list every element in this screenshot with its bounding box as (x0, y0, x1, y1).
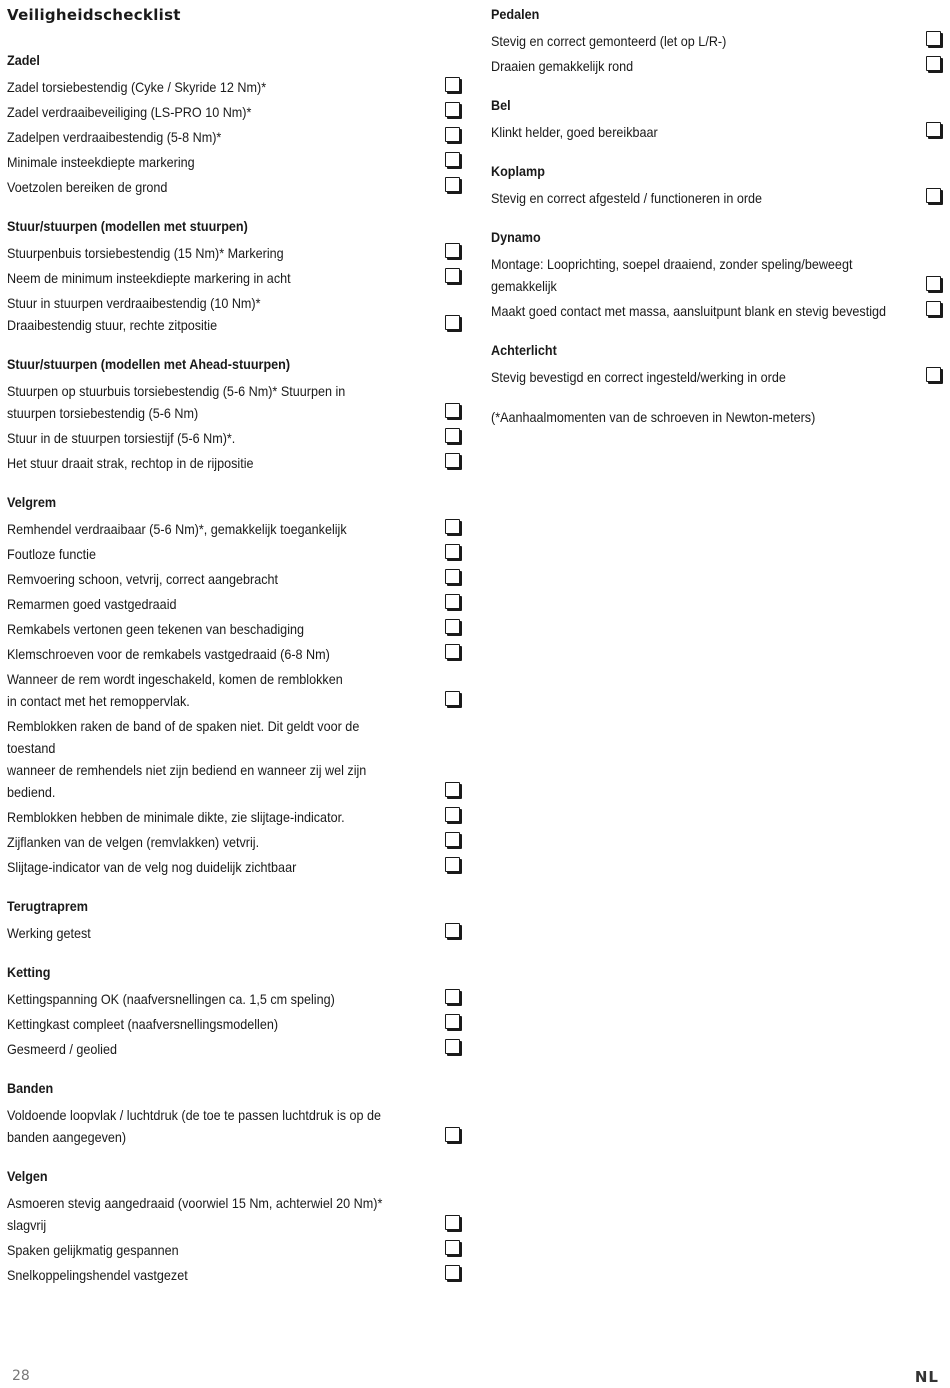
section-bel (491, 95, 943, 144)
checklist-item (7, 1190, 462, 1237)
checklist-item-label: Wanneer de rem wordt ingeschakeld, komen de remblokken in contact met het remoppervlak. (7, 671, 343, 709)
checklist-item (7, 591, 462, 616)
checkbox[interactable] (445, 403, 460, 418)
checklist-item-label: Kettingkast compleet (naafversnellingsmodellen) (7, 1016, 279, 1032)
checklist-item (7, 290, 462, 337)
checklist-item (7, 713, 462, 804)
checklist-item (7, 425, 462, 450)
checklist-item (7, 666, 462, 713)
checklist-item-label: Remvoering schoon, vetvrij, correct aangebracht (7, 571, 279, 587)
checkbox[interactable] (445, 1240, 460, 1255)
checkbox[interactable] (445, 127, 460, 142)
checklist-item-label: Snelkoppelingshendel vastgezet (7, 1267, 188, 1283)
checkbox[interactable] (926, 276, 941, 291)
checklist-item (7, 920, 462, 945)
checkbox[interactable] (445, 268, 460, 283)
checklist-item-label: Stuur in stuurpen verdraaibestendig (10 Nm)* Draaibestendig stuur, rechte zitpositie (7, 295, 261, 333)
checkbox[interactable] (445, 569, 460, 584)
checkbox[interactable] (926, 56, 941, 71)
checkbox[interactable] (445, 1014, 460, 1029)
section-zadel (7, 50, 462, 199)
page-title: Veiligheidschecklist (7, 6, 181, 24)
section-ketting (7, 962, 462, 1061)
checklist-item (7, 174, 462, 199)
checkbox[interactable] (445, 544, 460, 559)
checklist-item-label: Kettingspanning OK (naafversnellingen ca. 1,5 cm speling) (7, 991, 335, 1007)
checkbox[interactable] (445, 594, 460, 609)
checkbox[interactable] (926, 367, 941, 382)
right-sections (491, 4, 943, 389)
checklist-item (491, 119, 943, 144)
checklist-item-label: Zijflanken van de velgen (remvlakken) vetvrij. (7, 834, 260, 850)
checkbox[interactable] (445, 453, 460, 468)
checklist-item-label: Zadel verdraaibeveiliging (LS-PRO 10 Nm)* (7, 104, 252, 120)
section-dynamo (491, 227, 943, 323)
checklist-item (7, 74, 462, 99)
checklist-item-label: Foutloze functie (7, 546, 96, 562)
checklist-item-label: Slijtage-indicator van de velg nog duidelijk zichtbaar (7, 859, 297, 875)
checkbox[interactable] (445, 691, 460, 706)
checklist-item (491, 185, 943, 210)
checklist-item-label: Stuurpen op stuurbuis torsiebestendig (5-6 Nm)* Stuurpen in stuurpen torsiebestendig (5-6 Nm) (7, 383, 346, 421)
checklist-item (7, 1102, 462, 1149)
checkbox[interactable] (445, 315, 460, 330)
checkbox[interactable] (445, 923, 460, 938)
section-velgen (7, 1166, 462, 1287)
checkbox[interactable] (445, 782, 460, 797)
torque-footnote: (*Aanhaalmomenten van de schroeven in Newton-meters) (491, 409, 816, 425)
section-heading: Koplamp (491, 163, 545, 179)
checklist-item-label: Gesmeerd / geolied (7, 1041, 117, 1057)
section-heading: Dynamo (491, 229, 541, 245)
checklist-item-label: Stevig en correct gemonteerd (let op L/R-) (491, 33, 727, 49)
section-achterlicht (491, 340, 943, 389)
checklist-item (7, 616, 462, 641)
checklist-item-label: Stevig en correct afgesteld / functioneren in orde (491, 190, 763, 206)
checklist-item (7, 986, 462, 1011)
checkbox[interactable] (445, 644, 460, 659)
checklist-item (7, 516, 462, 541)
checkbox[interactable] (926, 31, 941, 46)
section-heading: Pedalen (491, 6, 540, 22)
checklist-item-label: Maakt goed contact met massa, aansluitpunt blank en stevig bevestigd (491, 303, 887, 319)
checkbox[interactable] (445, 1127, 460, 1142)
left-column (7, 50, 462, 1304)
section-heading: Velgrem (7, 494, 57, 510)
checklist-item (7, 541, 462, 566)
checkbox[interactable] (445, 77, 460, 92)
section-heading: Achterlicht (491, 342, 557, 358)
checkbox[interactable] (445, 102, 460, 117)
section-heading: Stuur/stuurpen (modellen met stuurpen) (7, 218, 248, 234)
checklist-item-label: Remblokken hebben de minimale dikte, zie slijtage-indicator. (7, 809, 345, 825)
section-banden (7, 1078, 462, 1149)
checklist-item (7, 1237, 462, 1262)
checklist-item-label: Spaken gelijkmatig gespannen (7, 1242, 179, 1258)
checklist-item-label: Montage: Looprichting, soepel draaiend, zonder speling/beweegt gemakkelijk (491, 256, 853, 294)
checkbox[interactable] (445, 1265, 460, 1280)
checklist-item (7, 99, 462, 124)
checklist-item (7, 149, 462, 174)
checklist-item (7, 566, 462, 591)
checklist-item (7, 829, 462, 854)
checklist-item (7, 450, 462, 475)
checkbox[interactable] (445, 989, 460, 1004)
checklist-item-label: Stuurpenbuis torsiebestendig (15 Nm)* Markering (7, 245, 284, 261)
section-pedalen (491, 4, 943, 78)
section-velgrem (7, 492, 462, 879)
right-column (491, 4, 943, 428)
section-heading: Zadel (7, 52, 40, 68)
checklist-item (7, 1262, 462, 1287)
checklist-item (491, 28, 943, 53)
checkbox[interactable] (926, 188, 941, 203)
checkbox[interactable] (445, 177, 460, 192)
checklist-item (7, 1011, 462, 1036)
checklist-item (491, 251, 943, 298)
checklist-item-label: Remkabels vertonen geen tekenen van beschadiging (7, 621, 305, 637)
checklist-item (7, 804, 462, 829)
checkbox[interactable] (445, 619, 460, 634)
page-number: 28 (12, 1368, 30, 1384)
checklist-item-label: Stuur in de stuurpen torsiestijf (5-6 Nm)*. (7, 430, 236, 446)
checklist-item-label: Het stuur draait strak, rechtop in de rijpositie (7, 455, 254, 471)
section-heading: Ketting (7, 964, 51, 980)
checklist-item (7, 641, 462, 666)
checklist-item (7, 1036, 462, 1061)
checkbox[interactable] (445, 152, 460, 167)
checklist-item-label: Neem de minimum insteekdiepte markering in acht (7, 270, 291, 286)
checkbox[interactable] (445, 243, 460, 258)
checklist-item-label: Minimale insteekdiepte markering (7, 154, 195, 170)
section-koplamp (491, 161, 943, 210)
checklist-item (7, 124, 462, 149)
section-stuur-stuurpen-modellen-met-ahead-stuurpen (7, 354, 462, 475)
checklist-item (7, 265, 462, 290)
language-code: NL (914, 1368, 939, 1386)
section-heading: Velgen (7, 1168, 48, 1184)
checkbox[interactable] (445, 1039, 460, 1054)
checkbox[interactable] (926, 122, 941, 137)
checklist-item-label: Zadel torsiebestendig (Cyke / Skyride 12 Nm)* (7, 79, 267, 95)
section-terugtraprem (7, 896, 462, 945)
checklist-item (7, 240, 462, 265)
checklist-item (491, 298, 943, 323)
section-heading: Banden (7, 1080, 54, 1096)
checklist-item-label: Klinkt helder, goed bereikbaar (491, 124, 658, 140)
checklist-item-label: Stevig bevestigd en correct ingesteld/werking in orde (491, 369, 786, 385)
checkbox[interactable] (445, 857, 460, 872)
section-heading: Terugtraprem (7, 898, 88, 914)
checklist-item-label: Remarmen goed vastgedraaid (7, 596, 177, 612)
checkbox[interactable] (445, 1215, 460, 1230)
checklist-item (7, 854, 462, 879)
checklist-item-label: Asmoeren stevig aangedraaid (voorwiel 15 Nm, achterwiel 20 Nm)* slagvrij (7, 1195, 383, 1233)
section-heading: Stuur/stuurpen (modellen met Ahead-stuurpen) (7, 356, 291, 372)
section-stuur-stuurpen-modellen-met-stuurpen (7, 216, 462, 337)
checklist-item-label: Remhendel verdraaibaar (5-6 Nm)*, gemakkelijk toegankelijk (7, 521, 347, 537)
section-heading: Bel (491, 97, 511, 113)
checklist-item-label: Voetzolen bereiken de grond (7, 179, 168, 195)
checkbox[interactable] (445, 428, 460, 443)
checklist-item-label: Zadelpen verdraaibestendig (5-8 Nm)* (7, 129, 222, 145)
checklist-item-label: Werking getest (7, 925, 91, 941)
checklist-item-label: Voldoende loopvlak / luchtdruk (de toe te passen luchtdruk is op de banden aangegeven) (7, 1107, 382, 1145)
checkbox[interactable] (445, 519, 460, 534)
checkbox[interactable] (445, 807, 460, 822)
checklist-item-label: Draaien gemakkelijk rond (491, 58, 634, 74)
checklist-item (491, 364, 943, 389)
checklist-item (491, 53, 943, 78)
checklist-item (7, 378, 462, 425)
checkbox[interactable] (445, 832, 460, 847)
checklist-item-label: Klemschroeven voor de remkabels vastgedraaid (6-8 Nm) (7, 646, 330, 662)
checkbox[interactable] (926, 301, 941, 316)
checklist-item-label: Remblokken raken de band of de spaken niet. Dit geldt voor de toestand wanneer de remhendels niet zijn bediend en wanneer zij wel zijn bediend. (7, 718, 367, 800)
